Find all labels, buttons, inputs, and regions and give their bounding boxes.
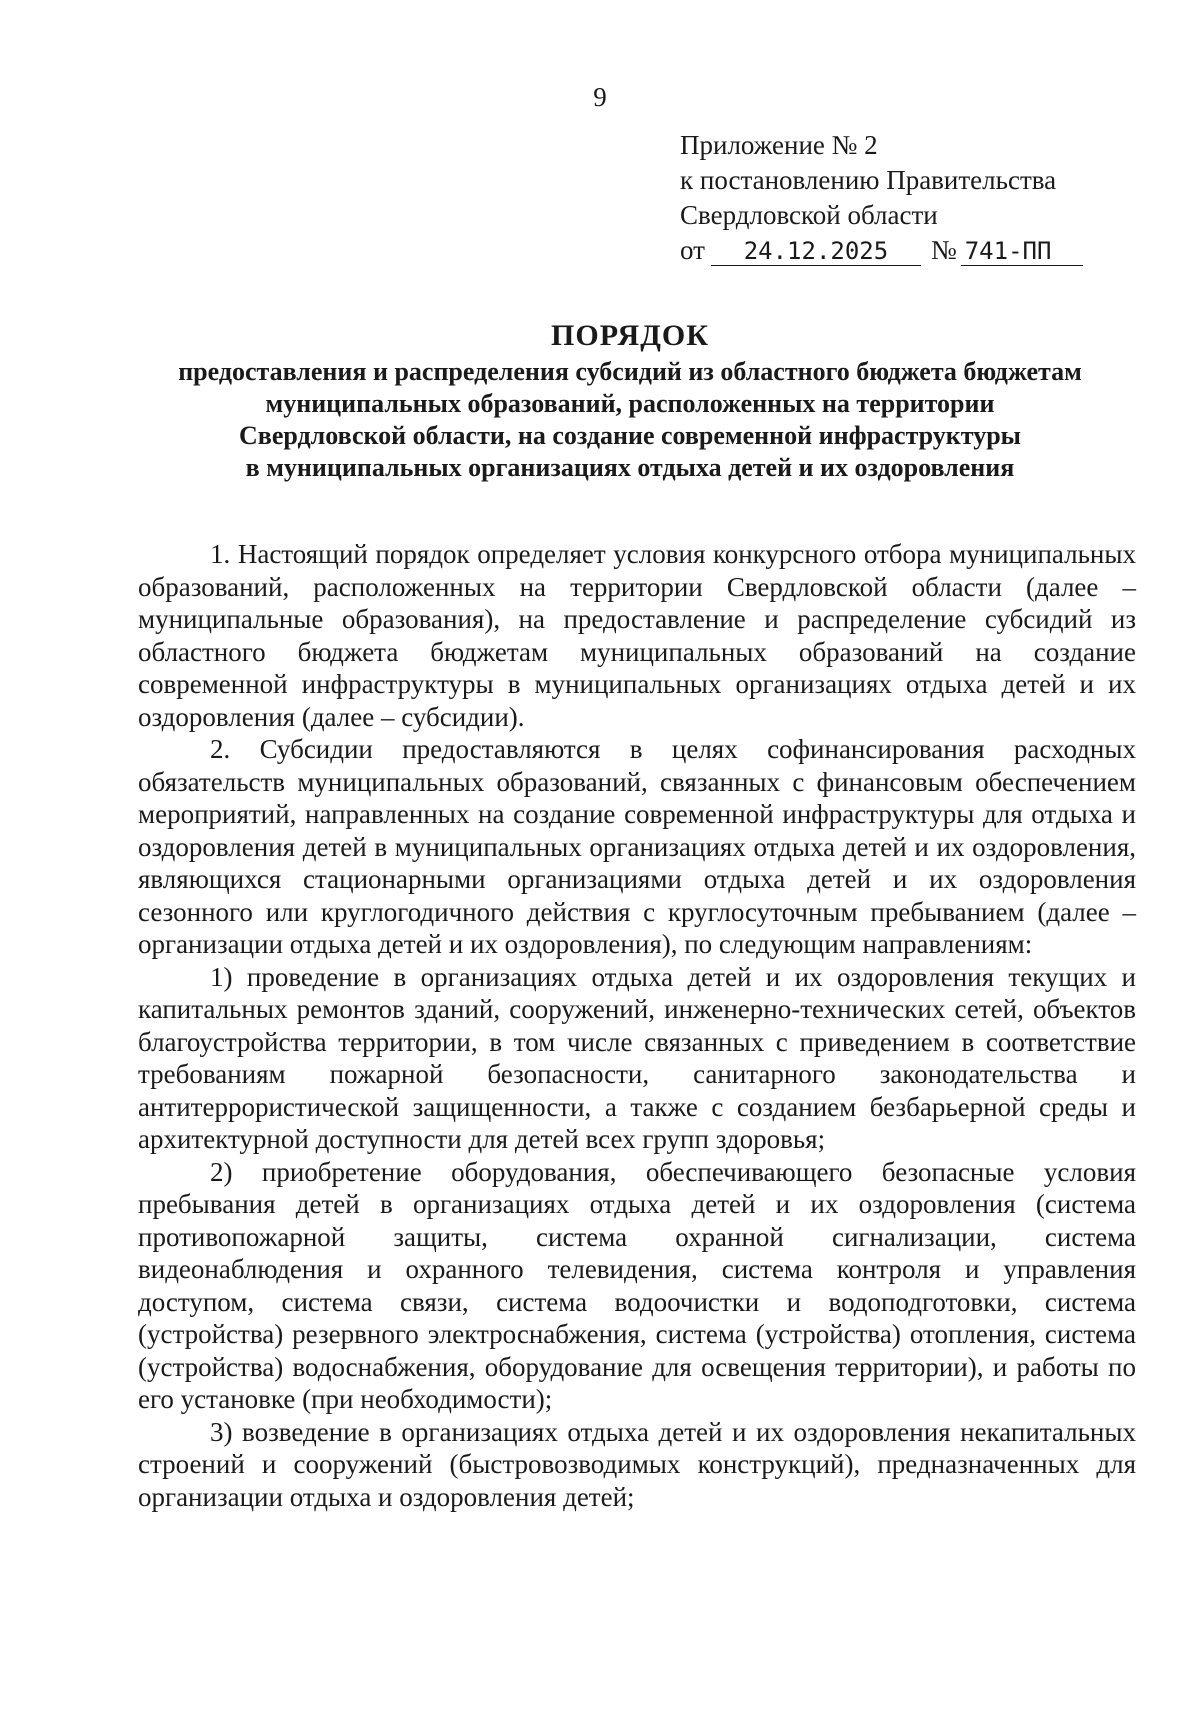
- resolution-date: 24.12.2025: [711, 237, 921, 266]
- list-item-2: 2) приобретение оборудования, обеспечивающего безопасные условия пребывания детей в организациях отдыха детей и их оздоровления (система противопожарной защиты, система охранной сигнализации, система видеонаблюдения и охранного телевидения, система контроля и управления доступом, система связи, система водоочистки и водоподготовки, система (устройства) резервного электроснабжения, система (устройства) отопления, система (устройства) водоснабжения, оборудование для освещения территории), и работы по его установке (при необходимости);: [138, 1156, 1136, 1414]
- paragraph-1: 1. Настоящий порядок определяет условия конкурсного отбора муниципальных образований, расположенных на территории Свердловской области (далее – муниципальные образования), на предоставление и распределение субсидий из областного бюджета бюджетам муниципальных образований на создание современной инфраструктуры в муниципальных организациях отдыха детей и их оздоровления (далее – субсидии).: [138, 539, 1136, 732]
- paragraph-2: 2. Субсидии предоставляются в целях софинансирования расходных обязательств муниципальных образований, связанных с финансовым обеспечением мероприятий, направленных на создание современной инфраструктуры для отдыха и оздоровления детей в муниципальных организациях отдыха детей и их оздоровления, являющихся стационарными организациями отдыха детей и их оздоровления сезонного или круглогодичного действия с круглосуточным пребыванием (далее – организации отдыха детей и их оздоровления), по следующим направлениям:: [138, 734, 1136, 959]
- document-subtitle-line-2: муниципальных образований, расположенных на территории: [265, 389, 995, 418]
- document-title: ПОРЯДОК: [551, 319, 709, 352]
- list-item-1: 1) проведение в организациях отдыха детей и их оздоровления текущих и капитальных ремонтов зданий, сооружений, инженерно-технических сетей, объектов благоустройства территории, в том числе связанных с приведением в соответствие требованиям пожарной безопасности, санитарного законодательства и антитеррористической защищенности, а также с созданием безбарьерной среды и архитектурной доступности для детей всех групп здоровья;: [138, 961, 1136, 1154]
- resolution-number: 741-ПП: [961, 237, 1083, 266]
- appendix-title: Приложение № 2: [680, 130, 878, 160]
- document-title-block: [130, 318, 1130, 484]
- document-subtitle-line-1: предоставления и распределения субсидий из областного бюджета бюджетам: [178, 357, 1082, 386]
- date-prefix: от: [680, 235, 705, 265]
- appendix-header: [680, 128, 1083, 268]
- document-body: [138, 538, 1136, 1513]
- appendix-date-number-line: [680, 233, 1083, 268]
- number-prefix: №: [930, 235, 957, 265]
- document-subtitle-line-3: Свердловской области, на создание современной инфраструктуры: [239, 421, 1021, 450]
- list-item-3: 3) возведение в организациях отдыха детей и их оздоровления некапитальных строений и сооружений (быстровозводимых конструкций), предназначенных для организации отдыха и оздоровления детей;: [138, 1416, 1136, 1512]
- document-subtitle-line-4: в муниципальных организациях отдыха детей и их оздоровления: [245, 453, 1015, 482]
- appendix-region: Свердловской области: [680, 200, 938, 230]
- appendix-resolution-ref: к постановлению Правительства: [680, 165, 1057, 195]
- page-number: 9: [593, 82, 607, 112]
